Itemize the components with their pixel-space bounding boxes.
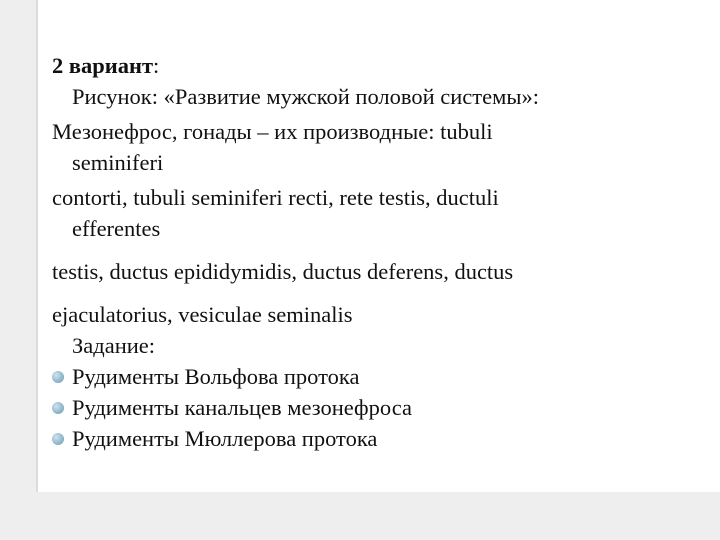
text-line-2: seminiferi [72,150,164,175]
bullet-icon [52,402,64,414]
list-item [52,361,702,392]
text-line-1: Мезонефрос, гонады – их производные: tubuli [52,119,493,144]
variant-colon: : [153,53,160,78]
slide-content [52,50,702,454]
left-decor-strip [0,0,38,540]
text-line-4: efferentes [72,216,161,241]
text-line-5: testis, ductus epididymidis, ductus deferens, ductus [52,259,514,284]
variant-title: 2 вариант [52,53,154,78]
list-item [52,392,702,423]
list-item [52,423,702,454]
variant-heading [52,50,702,81]
text-line-6: ejaculatorius, vesiculae seminalis [52,302,353,327]
bottom-decor-strip [38,492,720,540]
task-list [52,361,702,454]
figure-line: Рисунок: «Развитие мужской половой системы»: [72,84,539,109]
text-line-3: contorti, tubuli seminiferi recti, rete testis, ductuli [52,185,499,210]
list-item-text: Рудименты Вольфова протока [72,364,360,389]
bullet-icon [52,371,64,383]
list-item-text: Рудименты канальцев мезонефроса [72,395,412,420]
task-label: Задание: [72,333,156,358]
list-item-text: Рудименты Мюллерова протока [72,426,378,451]
bullet-icon [52,433,64,445]
